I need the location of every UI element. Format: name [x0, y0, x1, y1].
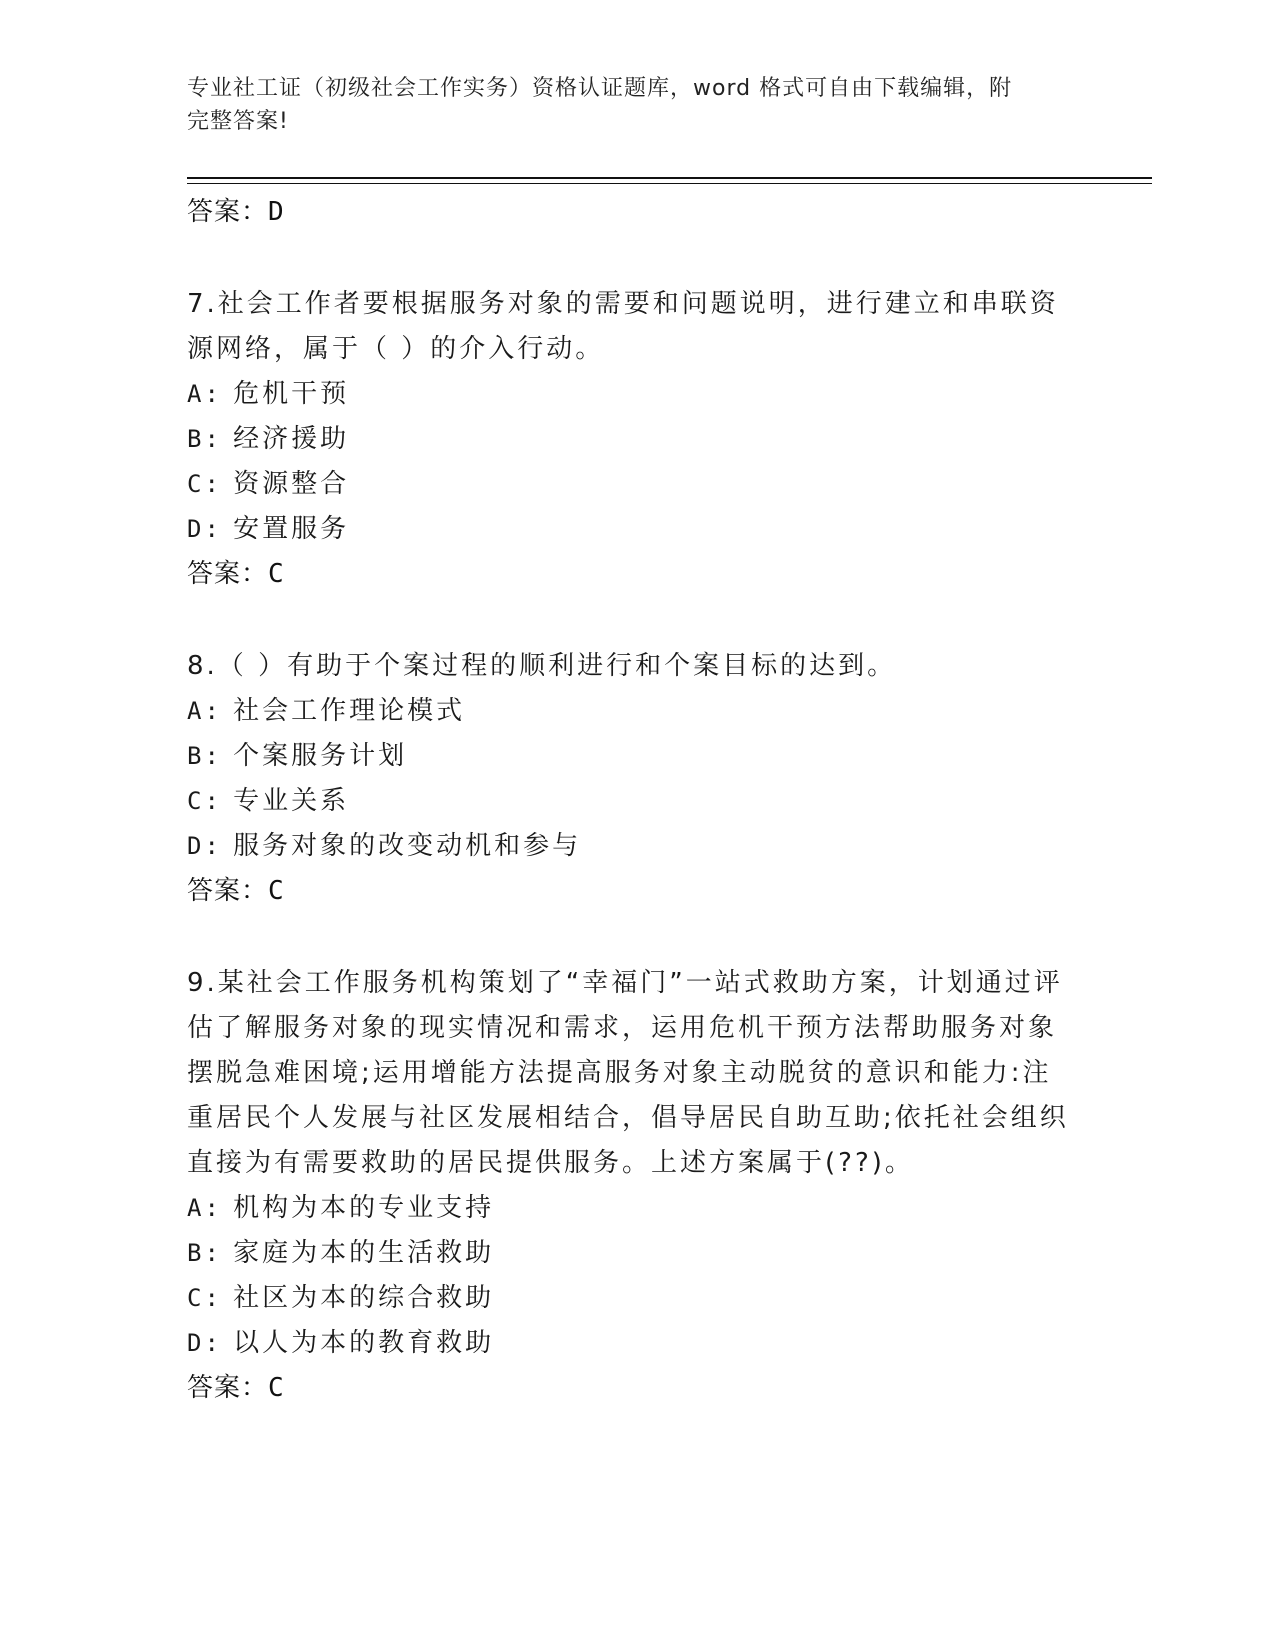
option-a — [187, 372, 1077, 417]
option-c — [187, 1276, 1077, 1321]
option-d — [187, 507, 1077, 552]
option-a — [187, 1186, 1077, 1231]
option-d — [187, 824, 1077, 869]
option-text: 经济援助 — [233, 424, 350, 454]
option-key: A: — [187, 1194, 222, 1222]
option-key: C: — [187, 470, 222, 498]
question-7 — [187, 282, 1077, 597]
answer-value: C — [268, 559, 285, 589]
question-stem: 8.（ ）有助于个案过程的顺利进行和个案目标的达到。 — [187, 651, 897, 681]
option-key: D: — [187, 832, 222, 860]
option-b — [187, 1231, 1077, 1276]
option-text: 资源整合 — [233, 469, 350, 499]
option-text: 社区为本的综合救助 — [233, 1283, 495, 1313]
option-c — [187, 462, 1077, 507]
header-rule-thin — [187, 183, 1152, 184]
question-stem: 7.社会工作者要根据服务对象的需要和问题说明，进行建立和串联资源网络，属于（ ）的介入行动。 — [187, 289, 1059, 364]
answer-label: 答案： — [187, 197, 269, 227]
option-text: 个案服务计划 — [233, 741, 408, 771]
option-b — [187, 734, 1077, 779]
option-key: C: — [187, 787, 222, 815]
answer-value: D — [268, 197, 285, 227]
answer-label: 答案： — [187, 876, 269, 906]
answer-label: 答案： — [187, 1373, 269, 1403]
option-key: C: — [187, 1284, 222, 1312]
header-line-2: 完整答案! — [187, 109, 289, 134]
header-line-1: 专业社工证（初级社会工作实务）资格认证题库，word 格式可自由下载编辑，附 — [187, 76, 1013, 101]
option-text: 安置服务 — [233, 514, 350, 544]
option-text: 机构为本的专业支持 — [233, 1193, 495, 1223]
option-text: 危机干预 — [233, 379, 350, 409]
option-key: B: — [187, 742, 222, 770]
option-key: A: — [187, 697, 222, 725]
option-text: 家庭为本的生活救助 — [233, 1238, 495, 1268]
question-answer — [187, 869, 1077, 914]
option-key: D: — [187, 1329, 222, 1357]
answer-label: 答案： — [187, 559, 269, 589]
option-c — [187, 779, 1077, 824]
option-key: A: — [187, 380, 222, 408]
option-text: 专业关系 — [233, 786, 350, 816]
question-8 — [187, 644, 1077, 914]
header-rule-thick — [187, 177, 1152, 179]
option-text: 服务对象的改变动机和参与 — [233, 831, 582, 861]
document-content — [187, 190, 1077, 1411]
option-d — [187, 1321, 1077, 1366]
option-text: 社会工作理论模式 — [233, 696, 466, 726]
question-stem: 9.某社会工作服务机构策划了“幸福门”一站式救助方案，计划通过评估了解服务对象的现实情况和需求，运用危机干预方法帮助服务对象摆脱急难困境;运用增能方法提高服务对象主动脱贫的意识和能力:注重居民个人发展与社区发展相结合，倡导居民自助互助;依托社会组织直接为有需要救助的居民提供服务。上述方案属于(??)。 — [187, 968, 1069, 1178]
question-answer — [187, 1366, 1077, 1411]
option-key: B: — [187, 1239, 222, 1267]
document-header — [187, 72, 1067, 138]
previous-answer — [187, 190, 1077, 235]
option-key: D: — [187, 515, 222, 543]
option-b — [187, 417, 1077, 462]
question-answer — [187, 552, 1077, 597]
option-text: 以人为本的教育救助 — [233, 1328, 495, 1358]
question-9 — [187, 961, 1077, 1411]
option-a — [187, 689, 1077, 734]
option-key: B: — [187, 425, 222, 453]
answer-value: C — [268, 876, 285, 906]
answer-value: C — [268, 1373, 285, 1403]
